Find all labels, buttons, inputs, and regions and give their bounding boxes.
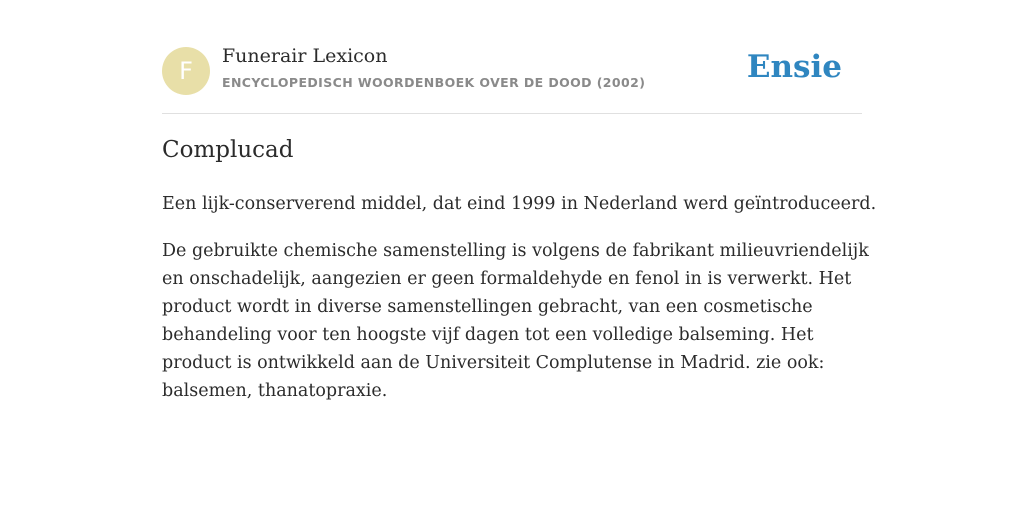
paragraph-line: en onschadelijk, aangezien er geen formaldehyde en fenol in is verwerkt. Het (162, 269, 852, 289)
source-title[interactable]: Funerair Lexicon (222, 45, 388, 67)
entry-title: Complucad (162, 137, 294, 163)
definition-paragraph-1: Een lijk-conserverend middel, dat eind 1999 in Nederland werd geïntroduceerd. (162, 194, 877, 214)
header-divider (162, 113, 862, 114)
source-header (162, 45, 862, 113)
definition-paragraph-2 (162, 237, 869, 405)
brand-logo[interactable]: Ensie (746, 49, 842, 85)
paragraph-line: De gebruikte chemische samenstelling is volgens de fabrikant milieuvriendelijk (162, 241, 869, 261)
source-avatar: F (162, 47, 210, 95)
source-subtitle: ENCYCLOPEDISCH WOORDENBOEK OVER DE DOOD (2002) (222, 75, 646, 90)
paragraph-line: balsemen, thanatopraxie. (162, 381, 388, 401)
paragraph-line: product wordt in diverse samenstellingen gebracht, van een cosmetische (162, 297, 813, 317)
paragraph-line: behandeling voor ten hoogste vijf dagen tot een volledige balseming. Het (162, 325, 814, 345)
paragraph-line: product is ontwikkeld aan de Universiteit Complutense in Madrid. zie ook: (162, 353, 825, 373)
